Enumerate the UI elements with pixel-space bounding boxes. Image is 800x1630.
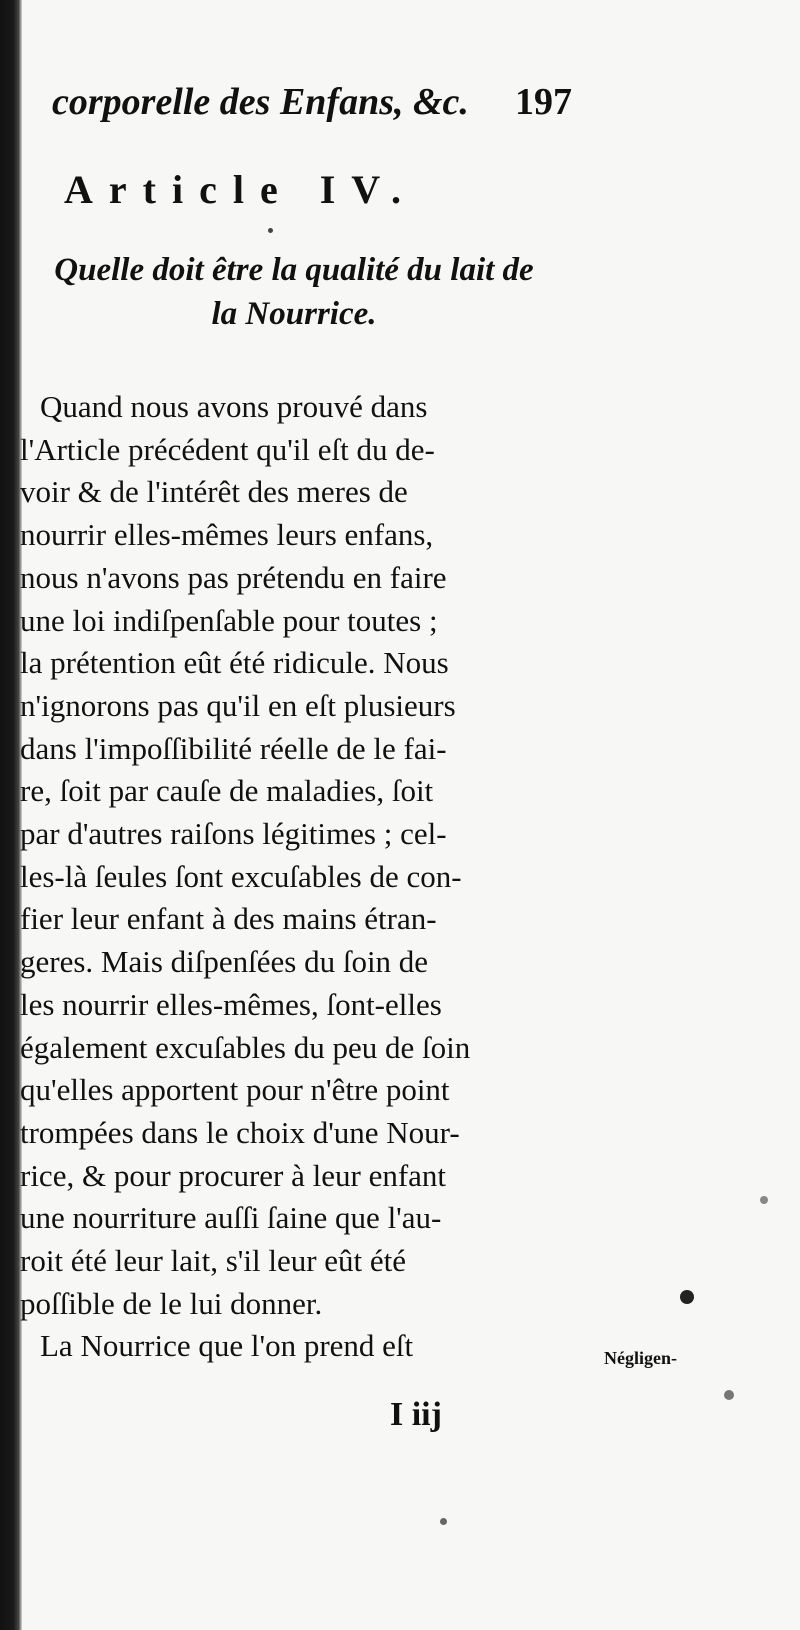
text-line: fier leur enfant à des mains étran- [20,901,437,937]
ink-speck [268,228,273,233]
subtitle-line-1: Quelle doit être la qualité du lait de [54,252,534,288]
running-head-title: corporelle des Enfans, &c. [52,81,469,123]
text-line: rice, & pour procurer à leur enfant [20,1157,447,1193]
text-line: Quand nous avons prouvé dans [40,389,428,424]
text-line: les nourrir elles-mêmes, ſont-elles [20,986,442,1022]
ink-speck [680,1290,694,1304]
margin-note: Négligen- [604,1348,677,1368]
text-line: dans l'impoſſibilité réelle de le fai- [20,730,447,766]
binding-edge [0,0,22,1630]
subtitle-line-2: la Nourrice. [211,296,377,332]
text-line: roit été leur lait, s'il leur eût été [20,1243,407,1279]
article-heading: Article IV. [64,167,417,212]
text-line: trompées dans le choix d'une Nour- [20,1114,460,1150]
ink-speck [724,1390,734,1400]
text-line: également excuſables du peu de ſoin [20,1029,471,1065]
ink-speck [760,1196,768,1204]
text-line: poſſible de le lui donner. [20,1285,323,1321]
text-line: une loi indiſpenſable pour toutes ; [20,602,438,638]
ink-speck [440,1518,447,1525]
article-subtitle [14,248,574,336]
text-line: re, ſoit par cauſe de maladies, ſoit [20,773,434,809]
text-line: par d'autres raiſons légitimes ; cel- [20,816,447,852]
text-line: nous n'avons pas prétendu en faire [20,559,447,595]
text-line: voir & de l'intérêt des meres de [20,474,408,510]
text-line: les-là ſeules ſont excuſables de con- [20,858,462,894]
text-line: une nourriture auſſi ſaine que l'au- [20,1200,442,1236]
text-line: nourrir elles-mêmes leurs enfans, [20,517,434,553]
text-line: qu'elles apportent pour n'être point [20,1072,450,1108]
text-line: la prétention eût été ridicule. Nous [20,645,449,681]
text-line: n'ignorons pas qu'il en eſt plusieurs [20,687,456,723]
signature-mark: I iij [390,1396,442,1433]
text-line: geres. Mais diſpenſées du ſoin de [20,944,429,980]
page-number: 197 [515,81,572,123]
text-line: La Nourrice que l'on prend eſt [40,1328,414,1364]
running-head [52,78,592,126]
text-line: l'Article précédent qu'il eſt du de- [20,431,435,467]
body-paragraphs [20,386,576,1368]
